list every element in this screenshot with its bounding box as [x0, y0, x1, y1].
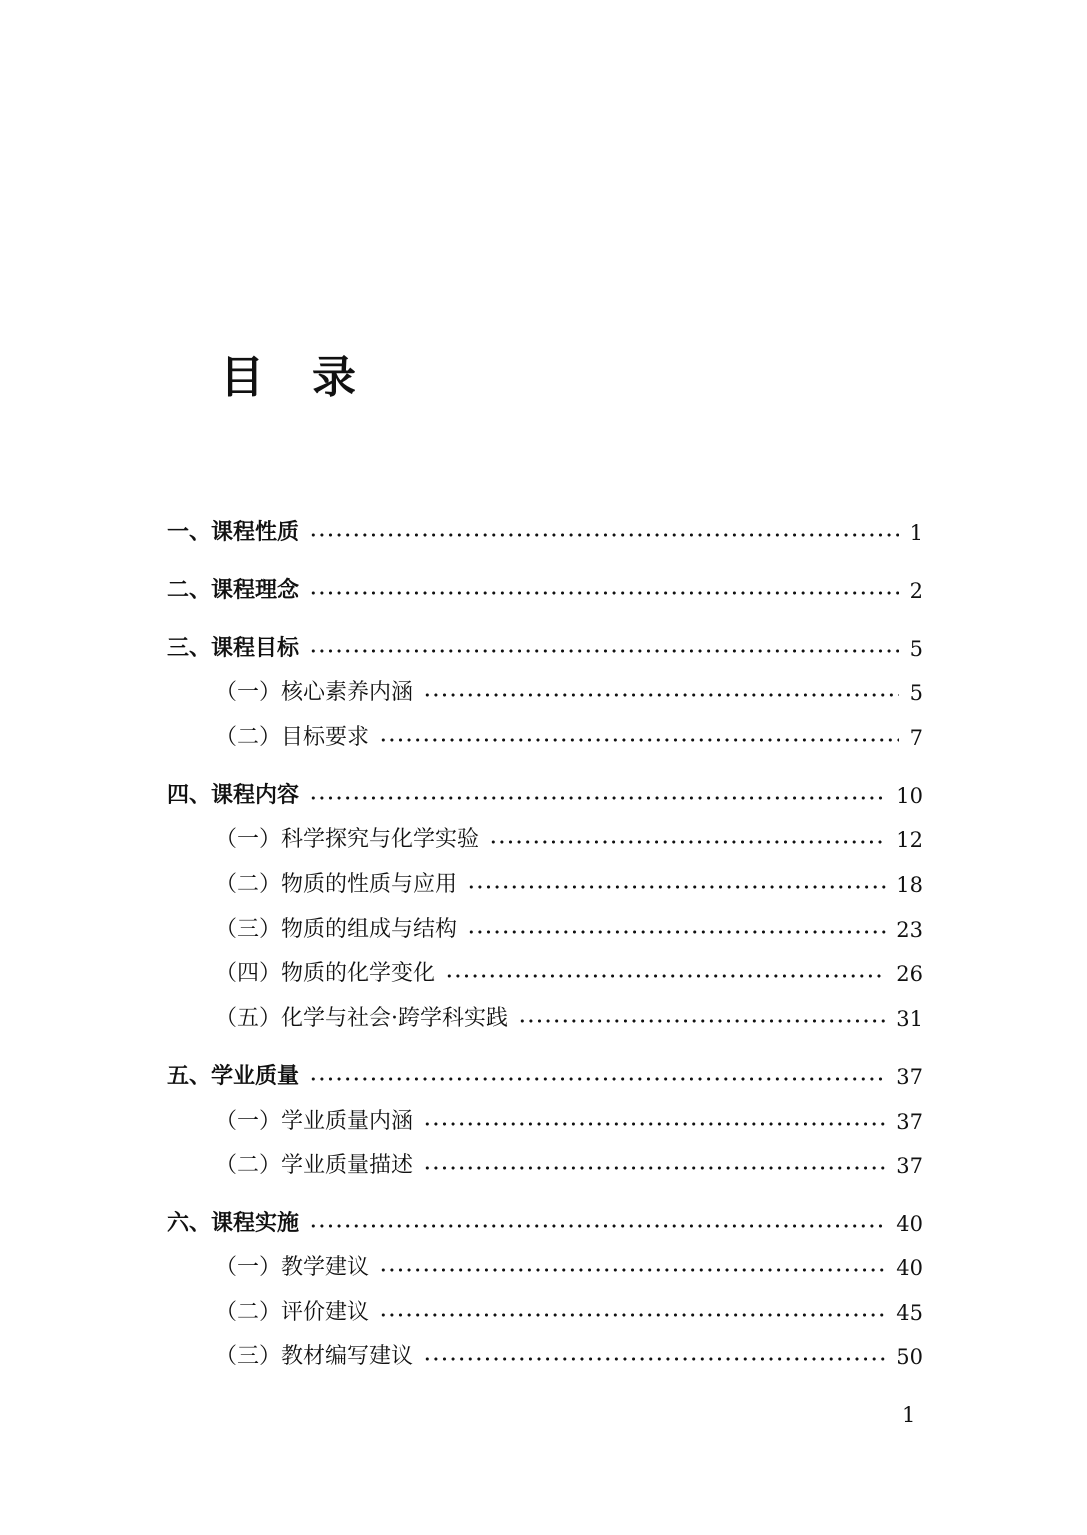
toc-entry-label: 二、课程理念	[167, 578, 300, 603]
toc-entry-label: （二）物质的性质与应用	[215, 872, 458, 897]
toc-entry-label: （一）教学建议	[215, 1255, 370, 1280]
toc-entry-label: 一、课程性质	[167, 520, 300, 545]
toc-entry-label: （二）评价建议	[215, 1300, 370, 1325]
page-number: 1	[902, 1403, 916, 1427]
toc-entry-page: 26	[896, 962, 923, 986]
toc-entry[interactable]	[215, 870, 923, 900]
dot-leader	[309, 1224, 886, 1228]
toc-entry-page: 40	[896, 1256, 923, 1280]
toc-entry-label: 五、学业质量	[167, 1064, 300, 1089]
dot-leader	[423, 1166, 886, 1170]
dot-leader	[309, 591, 899, 595]
toc-entry-page: 1	[909, 521, 923, 545]
dot-leader	[423, 693, 899, 697]
dot-leader	[309, 649, 899, 653]
toc-entry-label: 六、课程实施	[167, 1211, 300, 1236]
toc-entry[interactable]	[167, 634, 923, 664]
toc-entry[interactable]	[215, 825, 923, 855]
dot-leader	[379, 1268, 886, 1272]
dot-leader	[309, 1077, 886, 1081]
toc-entry-page: 23	[896, 918, 923, 942]
toc-entry[interactable]	[167, 518, 923, 548]
toc-entry-page: 37	[896, 1154, 923, 1178]
toc-entry-label: （三）物质的组成与结构	[215, 917, 458, 942]
dot-leader	[445, 974, 886, 978]
toc-entry-page: 18	[896, 873, 923, 897]
toc-entry-page: 10	[896, 784, 923, 808]
toc-entry[interactable]	[215, 1151, 923, 1181]
toc-entry[interactable]	[167, 1209, 923, 1239]
toc-entry[interactable]	[215, 1342, 923, 1372]
toc-entry[interactable]	[215, 959, 923, 989]
dot-leader	[309, 533, 899, 537]
toc-entry[interactable]	[167, 1062, 923, 1092]
toc-entry-label: 三、课程目标	[167, 636, 300, 661]
toc-entry[interactable]	[167, 781, 923, 811]
toc-entry[interactable]	[215, 1004, 923, 1034]
toc-entry-label: （一）学业质量内涵	[215, 1109, 414, 1134]
toc-entry[interactable]	[215, 678, 923, 708]
dot-leader	[467, 930, 886, 934]
toc-entry-label: 四、课程内容	[167, 783, 300, 808]
toc-entry-page: 31	[896, 1007, 923, 1031]
toc-entry[interactable]	[167, 576, 923, 606]
toc-entry-page: 2	[909, 579, 923, 603]
dot-leader	[423, 1357, 886, 1361]
dot-leader	[423, 1122, 886, 1126]
toc-entry[interactable]	[215, 1253, 923, 1283]
dot-leader	[518, 1019, 886, 1023]
dot-leader	[489, 840, 886, 844]
toc-entry[interactable]	[215, 1107, 923, 1137]
toc-entry-page: 5	[909, 637, 923, 661]
toc-entry[interactable]	[215, 915, 923, 945]
toc-entry-label: （二）目标要求	[215, 725, 370, 750]
toc-entry[interactable]	[215, 723, 923, 753]
dot-leader	[467, 885, 886, 889]
toc-entry-label: （四）物质的化学变化	[215, 961, 436, 986]
toc-entry-label: （三）教材编写建议	[215, 1344, 414, 1369]
page-title: 目录	[220, 352, 404, 403]
dot-leader	[379, 1313, 886, 1317]
toc-entry-page: 37	[896, 1065, 923, 1089]
toc-entry-page: 37	[896, 1110, 923, 1134]
toc-entry-page: 45	[896, 1301, 923, 1325]
toc-entry-page: 12	[896, 828, 923, 852]
dot-leader	[379, 738, 899, 742]
toc-entry-page: 40	[896, 1212, 923, 1236]
toc-entry-page: 5	[909, 681, 923, 705]
toc-entry-label: （一）核心素养内涵	[215, 680, 414, 705]
toc-entry[interactable]	[215, 1298, 923, 1328]
toc-entry-page: 7	[909, 726, 923, 750]
toc-entry-label: （一）科学探究与化学实验	[215, 827, 480, 852]
dot-leader	[309, 796, 886, 800]
toc-entry-page: 50	[896, 1345, 923, 1369]
toc-entry-label: （二）学业质量描述	[215, 1153, 414, 1178]
toc-entry-label: （五）化学与社会·跨学科实践	[215, 1006, 508, 1031]
